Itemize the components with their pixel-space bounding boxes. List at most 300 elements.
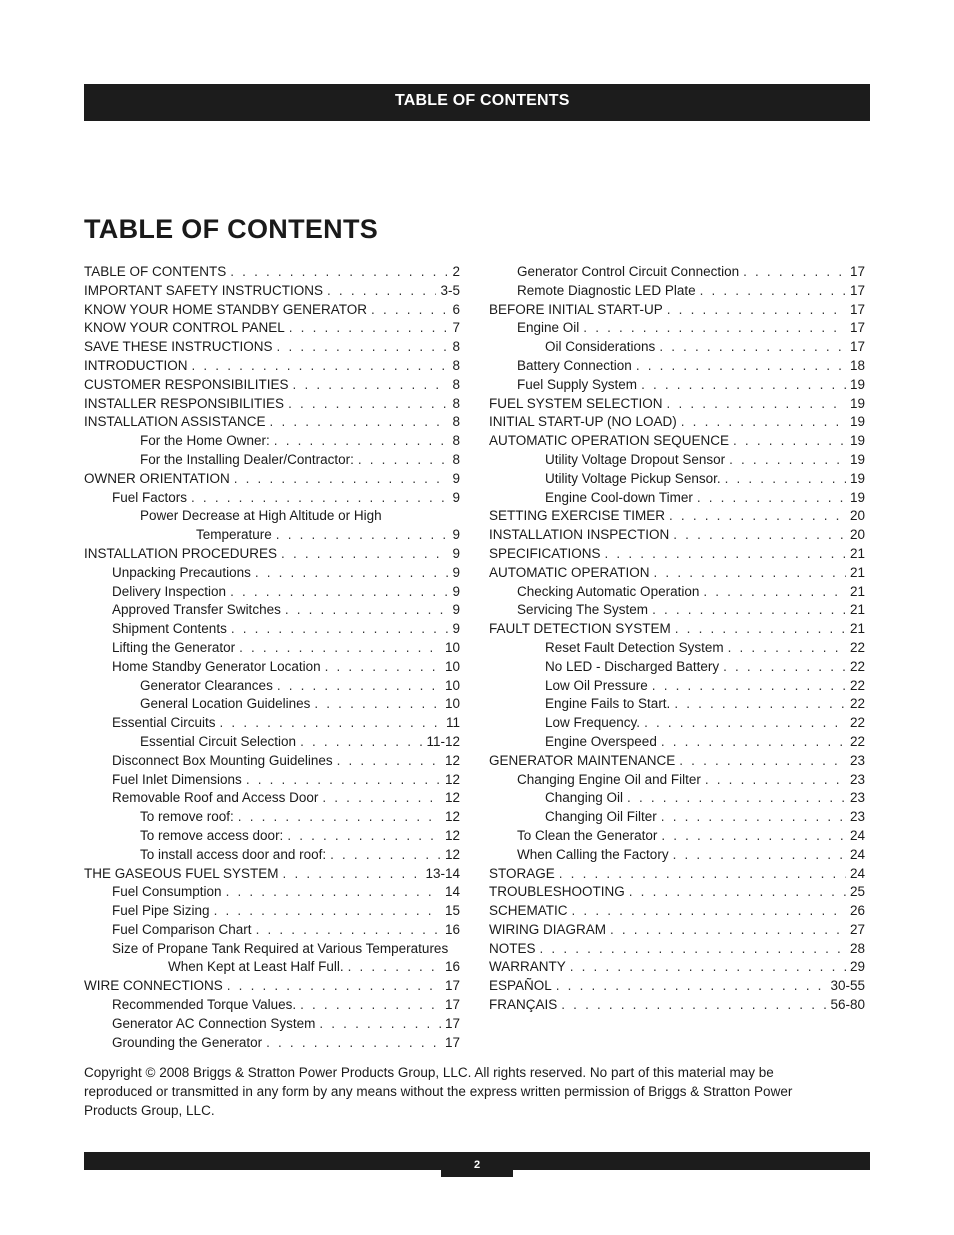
- header-bar: [84, 84, 870, 121]
- toc-entry[interactable]: [84, 338, 460, 357]
- dot-leader: [227, 977, 441, 996]
- toc-entry[interactable]: [489, 451, 865, 470]
- toc-entry-page: 13-14: [425, 865, 460, 881]
- toc-entry[interactable]: [84, 395, 460, 414]
- dot-leader: [652, 601, 846, 620]
- toc-entry[interactable]: [489, 470, 865, 489]
- toc-entry-label: Essential Circuits: [112, 715, 216, 731]
- toc-entry-page: 9: [452, 470, 460, 486]
- toc-entry-label: Remote Diagnostic LED Plate: [517, 282, 696, 298]
- toc-entry-label: Essential Circuit Selection: [140, 733, 297, 749]
- dot-leader: [679, 752, 846, 771]
- toc-entry-label: Engine Oil: [517, 320, 580, 336]
- toc-entry-label: Home Standby Generator Location: [112, 658, 321, 674]
- toc-entry[interactable]: [84, 677, 460, 696]
- toc-entry[interactable]: [84, 451, 460, 470]
- toc-entry-label: Engine Cool-down Timer: [545, 489, 693, 505]
- toc-entry-label: Generator AC Connection System: [112, 1015, 316, 1031]
- dot-leader: [700, 282, 846, 301]
- toc-entry-label: Grounding the Generator: [112, 1034, 263, 1050]
- toc-entry-page: 27: [849, 921, 865, 937]
- dot-leader: [675, 620, 846, 639]
- toc-entry-page: 17: [444, 997, 460, 1013]
- toc-entry-page: 17: [849, 320, 865, 336]
- toc-entry[interactable]: [84, 526, 460, 545]
- toc-entry-page: 9: [452, 621, 460, 637]
- toc-entry[interactable]: [489, 413, 865, 432]
- toc-entry-page: 22: [849, 733, 865, 749]
- toc-entry[interactable]: [84, 827, 460, 846]
- toc-entry-label: KNOW YOUR HOME STANDBY GENERATOR: [84, 301, 368, 317]
- toc-entry-label: OWNER ORIENTATION: [84, 470, 230, 486]
- dot-leader: [743, 263, 846, 282]
- dot-leader: [570, 958, 846, 977]
- toc-entry-page: 12: [444, 790, 460, 806]
- toc-entry-label: WIRE CONNECTIONS: [84, 978, 223, 994]
- toc-entry-label: WIRING DIAGRAM: [489, 921, 606, 937]
- toc-entry[interactable]: [489, 639, 865, 658]
- toc-entry-label: No LED - Discharged Battery: [545, 658, 720, 674]
- toc-entry-page: 12: [444, 809, 460, 825]
- toc-entry-page: 19: [849, 395, 865, 411]
- toc-entry-label: INTRODUCTION: [84, 357, 188, 373]
- toc-entry-label: Generator Clearances: [140, 677, 273, 693]
- toc-entry[interactable]: [489, 808, 865, 827]
- dot-leader: [230, 263, 448, 282]
- toc-entry[interactable]: [489, 601, 865, 620]
- toc-entry-label: Unpacking Precautions: [112, 564, 251, 580]
- dot-leader: [322, 789, 441, 808]
- dot-leader: [191, 489, 448, 508]
- dot-leader: [659, 338, 846, 357]
- toc-entry-label: To remove access door:: [140, 827, 284, 843]
- toc-entry-label: For the Home Owner:: [140, 433, 270, 449]
- toc-entry-label: Oil Considerations: [545, 339, 656, 355]
- toc-entry-label: Fuel Inlet Dimensions: [112, 771, 242, 787]
- toc-entry-label: CUSTOMER RESPONSIBILITIES: [84, 376, 289, 392]
- dot-leader: [277, 338, 449, 357]
- toc-entry-label: Utility Voltage Dropout Sensor: [545, 451, 726, 467]
- toc-entry-page: 10: [444, 639, 460, 655]
- toc-entry[interactable]: [84, 940, 460, 959]
- toc-entry[interactable]: [489, 921, 865, 940]
- dot-leader: [572, 902, 846, 921]
- toc-entry-label: FRANÇAIS: [489, 997, 558, 1013]
- toc-entry-label: Low Oil Pressure: [545, 677, 648, 693]
- toc-entry-label: Approved Transfer Switches: [112, 602, 281, 618]
- toc-entry-page: 17: [444, 1015, 460, 1031]
- dot-leader: [725, 470, 846, 489]
- toc-entry[interactable]: [84, 507, 460, 526]
- toc-entry-label: Delivery Inspection: [112, 583, 227, 599]
- toc-entry-page: 9: [452, 527, 460, 543]
- dot-leader: [674, 695, 846, 714]
- toc-entry[interactable]: [489, 977, 865, 996]
- toc-entry-label: Power Decrease at High Altitude or High: [140, 508, 382, 524]
- toc-entry[interactable]: [489, 714, 865, 733]
- toc-entry-page: 25: [849, 884, 865, 900]
- toc-entry[interactable]: [84, 432, 460, 451]
- dot-leader: [556, 977, 827, 996]
- toc-entry[interactable]: [84, 1015, 460, 1034]
- dot-leader: [733, 432, 846, 451]
- toc-entry-label: Temperature: [196, 527, 272, 543]
- dot-leader: [673, 526, 846, 545]
- toc-entry-page: 56-80: [830, 997, 865, 1013]
- toc-entry[interactable]: [489, 865, 865, 884]
- dot-leader: [371, 301, 448, 320]
- toc-entry[interactable]: [489, 846, 865, 865]
- toc-entry[interactable]: [84, 714, 460, 733]
- toc-entry[interactable]: [489, 507, 865, 526]
- toc-entry-page: 16: [444, 959, 460, 975]
- dot-leader: [255, 564, 449, 583]
- toc-entry[interactable]: [84, 658, 460, 677]
- toc-entry-page: 7: [452, 320, 460, 336]
- dot-leader: [697, 489, 846, 508]
- toc-entry[interactable]: [489, 789, 865, 808]
- dot-leader: [230, 583, 448, 602]
- dot-leader: [661, 733, 846, 752]
- dot-leader: [728, 639, 846, 658]
- toc-entry-label: Removable Roof and Access Door: [112, 790, 319, 806]
- dot-leader: [231, 620, 449, 639]
- toc-entry[interactable]: [84, 263, 460, 282]
- toc-entry-label: When Calling the Factory: [517, 846, 669, 862]
- toc-entry[interactable]: [489, 263, 865, 282]
- dot-leader: [246, 771, 441, 790]
- toc-entry-page: 19: [849, 451, 865, 467]
- toc-entry-label: AUTOMATIC OPERATION SEQUENCE: [489, 433, 730, 449]
- toc-entry[interactable]: [489, 338, 865, 357]
- toc-entry-label: Disconnect Box Mounting Guidelines: [112, 752, 333, 768]
- toc-entry-page: 21: [849, 621, 865, 637]
- toc-entry[interactable]: [84, 601, 460, 620]
- toc-entry-label: NOTES: [489, 940, 536, 956]
- toc-entry[interactable]: [489, 301, 865, 320]
- toc-entry-label: Engine Fails to Start.: [545, 696, 671, 712]
- toc-entry-page: 19: [849, 376, 865, 392]
- toc-entry[interactable]: [489, 771, 865, 790]
- toc-entry[interactable]: [84, 921, 460, 940]
- dot-leader: [239, 639, 441, 658]
- toc-entry[interactable]: [489, 395, 865, 414]
- toc-entry-label: INSTALLATION ASSISTANCE: [84, 414, 266, 430]
- toc-entry-label: THE GASEOUS FUEL SYSTEM: [84, 865, 279, 881]
- toc-entry[interactable]: [84, 846, 460, 865]
- dot-leader: [287, 827, 441, 846]
- dot-leader: [220, 714, 442, 733]
- toc-entry-label: Fuel Factors: [112, 489, 188, 505]
- dot-leader: [358, 451, 449, 470]
- toc-entry-label: Checking Automatic Operation: [517, 583, 700, 599]
- toc-entry-page: 26: [849, 903, 865, 919]
- toc-entry-page: 19: [849, 433, 865, 449]
- toc-entry[interactable]: [84, 564, 460, 583]
- toc-entry-page: 29: [849, 959, 865, 975]
- toc-entry-label: For the Installing Dealer/Contractor:: [140, 451, 354, 467]
- toc-entry[interactable]: [84, 470, 460, 489]
- toc-entry[interactable]: [84, 583, 460, 602]
- toc-entry-page: 3-5: [440, 282, 460, 298]
- toc-entry-page: 23: [849, 752, 865, 768]
- toc-entry-page: 17: [849, 301, 865, 317]
- dot-leader: [654, 564, 846, 583]
- toc-entry-label: KNOW YOUR CONTROL PANEL: [84, 320, 285, 336]
- toc-entry-page: 24: [849, 846, 865, 862]
- toc-entry[interactable]: [489, 583, 865, 602]
- toc-entry[interactable]: [489, 883, 865, 902]
- toc-entry[interactable]: [489, 958, 865, 977]
- toc-entry-page: 22: [849, 677, 865, 693]
- toc-entry-label: SCHEMATIC: [489, 903, 568, 919]
- toc-entry-label: Low Frequency.: [545, 715, 641, 731]
- toc-entry[interactable]: [84, 545, 460, 564]
- dot-leader: [669, 507, 846, 526]
- dot-leader: [661, 808, 846, 827]
- toc-entry-label: Fuel Pipe Sizing: [112, 903, 210, 919]
- toc-entry[interactable]: [489, 545, 865, 564]
- toc-entry-page: 9: [452, 564, 460, 580]
- toc-entry-page: 11-12: [426, 733, 460, 749]
- toc-entry[interactable]: [489, 489, 865, 508]
- toc-entry-page: 22: [849, 658, 865, 674]
- toc-entry-label: SPECIFICATIONS: [489, 545, 601, 561]
- dot-leader: [256, 921, 441, 940]
- toc-entry[interactable]: [489, 620, 865, 639]
- toc-entry[interactable]: [84, 620, 460, 639]
- dot-leader: [285, 601, 449, 620]
- toc-entry-label: INITIAL START-UP (NO LOAD): [489, 414, 677, 430]
- toc-entry-label: Reset Fault Detection System: [545, 639, 724, 655]
- toc-column-left: [84, 263, 460, 1052]
- toc-entry-label: To remove roof:: [140, 809, 234, 825]
- dot-leader: [583, 319, 846, 338]
- toc-entry-page: 19: [849, 414, 865, 430]
- toc-entry-page: 28: [849, 940, 865, 956]
- toc-entry-page: 2: [452, 264, 460, 279]
- toc-column-right: [489, 263, 865, 1015]
- toc-entry[interactable]: [84, 282, 460, 301]
- toc-entry[interactable]: [489, 526, 865, 545]
- toc-entry[interactable]: [489, 827, 865, 846]
- toc-entry[interactable]: [489, 319, 865, 338]
- toc-entry-page: 16: [444, 921, 460, 937]
- toc-entry-label: SETTING EXERCISE TIMER: [489, 508, 666, 524]
- toc-entry[interactable]: [84, 752, 460, 771]
- dot-leader: [314, 695, 441, 714]
- dot-leader: [337, 752, 441, 771]
- dot-leader: [667, 301, 846, 320]
- toc-entry-label: SAVE THESE INSTRUCTIONS: [84, 339, 273, 355]
- dot-leader: [288, 395, 448, 414]
- dot-leader: [605, 545, 846, 564]
- toc-entry-label: Recommended Torque Values.: [112, 997, 297, 1013]
- toc-entry-page: 12: [444, 846, 460, 862]
- toc-entry-label: INSTALLATION INSPECTION: [489, 527, 670, 543]
- toc-entry[interactable]: [84, 808, 460, 827]
- toc-entry-label: WARRANTY: [489, 959, 566, 975]
- toc-entry[interactable]: [84, 977, 460, 996]
- dot-leader: [705, 771, 846, 790]
- toc-entry-page: 17: [849, 264, 865, 279]
- toc-entry[interactable]: [84, 489, 460, 508]
- dot-leader: [540, 940, 846, 959]
- dot-leader: [281, 545, 448, 564]
- toc-entry[interactable]: [84, 865, 460, 884]
- toc-entry-label: General Location Guidelines: [140, 696, 311, 712]
- toc-entry-page: 19: [849, 470, 865, 486]
- toc-entry-page: 10: [444, 696, 460, 712]
- toc-entry-label: Shipment Contents: [112, 621, 227, 637]
- dot-leader: [729, 451, 846, 470]
- toc-entry[interactable]: [84, 996, 460, 1015]
- toc-entry-label: To install access door and roof:: [140, 846, 327, 862]
- toc-entry-label: INSTALLER RESPONSIBILITIES: [84, 395, 285, 411]
- dot-leader: [274, 432, 449, 451]
- toc-entry[interactable]: [84, 301, 460, 320]
- toc-entry[interactable]: [84, 695, 460, 714]
- toc-entry-page: 12: [444, 827, 460, 843]
- dot-leader: [270, 413, 449, 432]
- toc-entry[interactable]: [84, 789, 460, 808]
- toc-entry-label: Generator Control Circuit Connection: [517, 264, 740, 279]
- toc-entry-page: 21: [849, 564, 865, 580]
- toc-entry-page: 11: [445, 715, 460, 731]
- dot-leader: [636, 357, 846, 376]
- toc-entry[interactable]: [84, 639, 460, 658]
- toc-entry-label: FAULT DETECTION SYSTEM: [489, 621, 671, 637]
- toc-entry[interactable]: [489, 282, 865, 301]
- toc-entry[interactable]: [84, 1034, 460, 1053]
- toc-entry-page: 12: [444, 752, 460, 768]
- dot-leader: [226, 883, 441, 902]
- dot-leader: [348, 958, 441, 977]
- toc-entry[interactable]: [489, 564, 865, 583]
- toc-entry-label: Fuel Supply System: [517, 376, 638, 392]
- toc-entry-page: 24: [849, 865, 865, 881]
- toc-entry-page: 8: [452, 433, 460, 449]
- toc-entry[interactable]: [489, 902, 865, 921]
- toc-entry[interactable]: [489, 940, 865, 959]
- toc-entry-page: 14: [444, 884, 460, 900]
- toc-entry-page: 23: [849, 809, 865, 825]
- page-title: TABLE OF CONTENTS: [84, 214, 379, 244]
- toc-entry[interactable]: [84, 733, 460, 752]
- dot-leader: [652, 677, 846, 696]
- toc-entry-page: 21: [849, 602, 865, 618]
- dot-leader: [276, 526, 449, 545]
- dot-leader: [238, 808, 441, 827]
- toc-entry-page: 24: [849, 827, 865, 843]
- toc-entry-label: Fuel Comparison Chart: [112, 921, 252, 937]
- toc-entry[interactable]: [489, 376, 865, 395]
- dot-leader: [289, 319, 449, 338]
- dot-leader: [673, 846, 846, 865]
- toc-entry-page: 22: [849, 696, 865, 712]
- toc-entry[interactable]: [489, 752, 865, 771]
- toc-entry[interactable]: [84, 902, 460, 921]
- toc-entry[interactable]: [489, 432, 865, 451]
- toc-entry[interactable]: [489, 357, 865, 376]
- toc-entry-label: To Clean the Generator: [517, 827, 658, 843]
- dot-leader: [293, 376, 449, 395]
- toc-entry-page: 30-55: [830, 978, 865, 994]
- toc-entry[interactable]: [489, 677, 865, 696]
- dot-leader: [214, 902, 441, 921]
- toc-entry-label: Fuel Consumption: [112, 884, 222, 900]
- toc-entry-label: TABLE OF CONTENTS: [84, 264, 227, 279]
- toc-entry-page: 12: [444, 771, 460, 787]
- toc-entry-page: 22: [849, 639, 865, 655]
- dot-leader: [641, 376, 846, 395]
- toc-entry-page: 6: [452, 301, 460, 317]
- page-number: 2: [441, 1152, 513, 1177]
- toc-entry-label: Servicing The System: [517, 602, 649, 618]
- toc-entry-page: 15: [444, 903, 460, 919]
- toc-entry-page: 8: [452, 414, 460, 430]
- toc-entry-page: 20: [849, 527, 865, 543]
- toc-entry-label: STORAGE: [489, 865, 555, 881]
- toc-entry-page: 19: [849, 489, 865, 505]
- toc-entry-label: FUEL SYSTEM SELECTION: [489, 395, 663, 411]
- toc-entry[interactable]: [84, 376, 460, 395]
- toc-entry-label: Utility Voltage Pickup Sensor.: [545, 470, 721, 486]
- copyright-notice: Copyright © 2008 Briggs & Stratton Power Products Group, LLC. All rights reserved. No part of this material may be reproduced or transmitted in any form by any means without the express written permission of Briggs & Stratton Power Products Group, LLC.: [84, 1065, 793, 1118]
- header-title: TABLE OF CONTENTS: [395, 92, 570, 109]
- toc-entry-label: Changing Engine Oil and Filter: [517, 771, 701, 787]
- toc-entry-page: 23: [849, 771, 865, 787]
- dot-leader: [283, 865, 422, 884]
- dot-leader: [681, 413, 846, 432]
- toc-entry[interactable]: [84, 883, 460, 902]
- dot-leader: [723, 658, 846, 677]
- toc-entry-page: 10: [444, 658, 460, 674]
- toc-entry-label: BEFORE INITIAL START-UP: [489, 301, 663, 317]
- toc-entry[interactable]: [489, 996, 865, 1015]
- toc-entry-page: 17: [444, 1034, 460, 1050]
- toc-entry-label: ESPAÑOL: [489, 978, 552, 994]
- toc-entry-page: 17: [444, 978, 460, 994]
- toc-entry-page: 21: [849, 583, 865, 599]
- toc-entry[interactable]: [489, 695, 865, 714]
- toc-entry[interactable]: [489, 658, 865, 677]
- dot-leader: [644, 714, 846, 733]
- toc-entry-page: 8: [452, 376, 460, 392]
- dot-leader: [277, 677, 441, 696]
- toc-entry-label: Changing Oil Filter: [545, 809, 657, 825]
- toc-entry-page: 8: [452, 451, 460, 467]
- dot-leader: [325, 658, 441, 677]
- dot-leader: [300, 996, 441, 1015]
- toc-entry-label: Engine Overspeed: [545, 733, 657, 749]
- dot-leader: [234, 470, 449, 489]
- toc-entry[interactable]: [84, 413, 460, 432]
- dot-leader: [266, 1034, 441, 1053]
- toc-entry[interactable]: [84, 319, 460, 338]
- toc-entry[interactable]: [84, 771, 460, 790]
- dot-leader: [300, 733, 422, 752]
- toc-entry-page: 20: [849, 508, 865, 524]
- toc-entry-label: GENERATOR MAINTENANCE: [489, 752, 676, 768]
- toc-entry[interactable]: [84, 958, 460, 977]
- toc-entry[interactable]: [84, 357, 460, 376]
- toc-entry-page: 18: [849, 357, 865, 373]
- toc-entry[interactable]: [489, 733, 865, 752]
- toc-entry-page: 8: [452, 395, 460, 411]
- dot-leader: [661, 827, 846, 846]
- dot-leader: [559, 865, 846, 884]
